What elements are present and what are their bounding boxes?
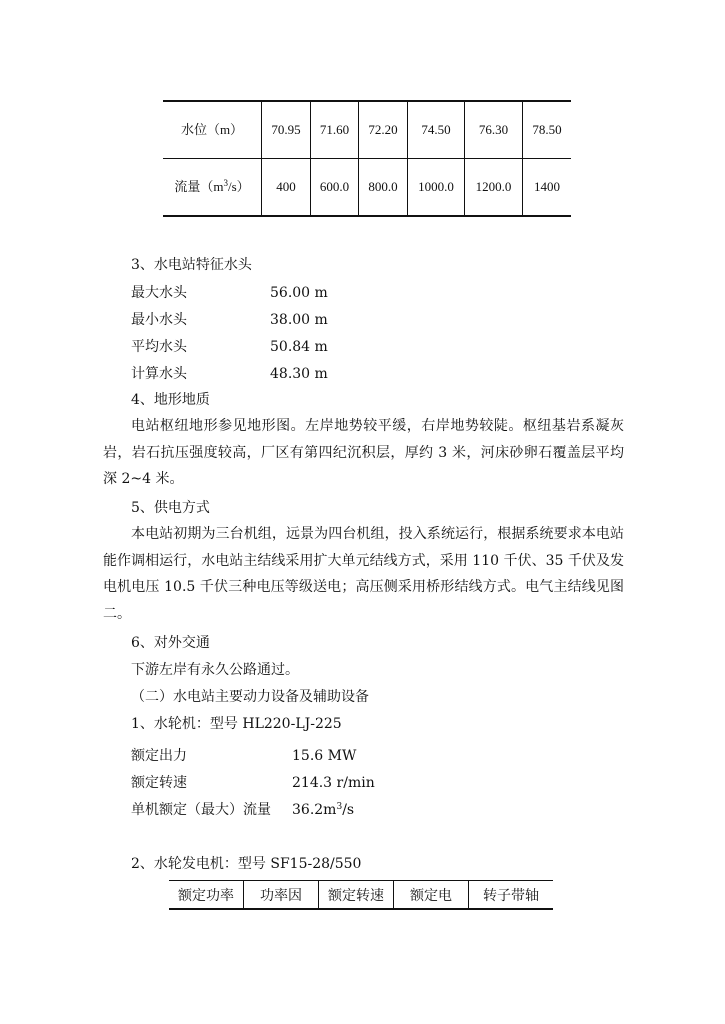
table-cell: 400 <box>262 159 311 217</box>
transport-text: 下游左岸有永久公路通过。 <box>131 662 299 678</box>
table-cell: 76.30 <box>465 101 523 159</box>
section-heading-topography-geology: 4、地形地质 <box>131 392 210 408</box>
table-row <box>163 159 571 217</box>
table-cell: 1000.0 <box>408 159 465 217</box>
column-header: 转子带轴 <box>468 881 553 908</box>
item-value: $36.2m^3/s$ <box>292 802 355 818</box>
row-label-water-level: 水位（m） <box>163 101 262 159</box>
section-heading-characteristic-heads: 3、水电站特征水头 <box>131 257 252 273</box>
item-value: 38.00 m <box>270 312 328 328</box>
column-header: 额定电 <box>393 881 468 908</box>
item-value: 56.00 m <box>270 285 328 301</box>
part-heading-equipment: （二）水电站主要动力设备及辅助设备 <box>131 689 369 705</box>
table-cell: 70.95 <box>262 101 311 159</box>
table-cell: 78.50 <box>523 101 572 159</box>
item-label: 额定出力 <box>131 748 187 764</box>
item-label: 最大水头 <box>131 285 187 301</box>
paragraph-topography-geology: 电站枢纽地形参见地形图。左岸地势较平缓，右岸地势较陡。枢纽基岩系凝灰岩，岩石抗压强度较高，厂区有第四纪沉积层，厚约 3 米，河床砂卵石覆盖层平均深 2~4 米。 <box>103 418 624 487</box>
item-value: 48.30 m <box>270 366 328 382</box>
item-value: 50.84 m <box>270 339 328 355</box>
table-row <box>163 101 571 159</box>
item-label: 额定转速 <box>131 775 187 791</box>
table-cell: 71.60 <box>311 101 359 159</box>
item-label: 计算水头 <box>131 366 187 382</box>
section-heading-power-supply: 5、供电方式 <box>131 500 210 516</box>
column-header: 额定功率 <box>178 887 234 904</box>
item-label: 单机额定（最大）流量 <box>131 802 271 818</box>
column-header: 功率因 <box>243 881 318 908</box>
paragraph-power-supply: 本电站初期为三台机组，远景为四台机组，投入系统运行，根据系统要求本电站能作调相运行，水电站主结线采用扩大单元结线方式，采用 110 千伏、35 千伏及发电机电压 10.5 千伏三种电压等级送电；高压侧采用桥形结线方式。电气主结线见图二。 <box>103 526 624 622</box>
item-value: 15.6 MW <box>292 748 357 764</box>
item-label: 平均水头 <box>131 339 187 355</box>
table-cell: 600.0 <box>311 159 359 217</box>
row-label-flow: 流量$(m^3/s)$ <box>163 159 262 217</box>
generator-table-header <box>169 880 553 910</box>
table-cell: 74.50 <box>408 101 465 159</box>
table-cell: 800.0 <box>359 159 408 217</box>
item-value: 214.3 r/min <box>292 775 375 791</box>
table-cell: 1200.0 <box>465 159 523 217</box>
column-header: 额定转速 <box>318 881 393 908</box>
table-cell: 72.20 <box>359 101 408 159</box>
generator-heading: 2、水轮发电机：型号 SF15-28/550 <box>131 856 362 872</box>
turbine-heading: 1、水轮机：型号 HL220-LJ-225 <box>131 716 342 732</box>
item-label: 最小水头 <box>131 312 187 328</box>
water-level-flow-table <box>163 100 571 217</box>
section-heading-transport: 6、对外交通 <box>131 635 210 651</box>
table-cell: 1400 <box>523 159 572 217</box>
